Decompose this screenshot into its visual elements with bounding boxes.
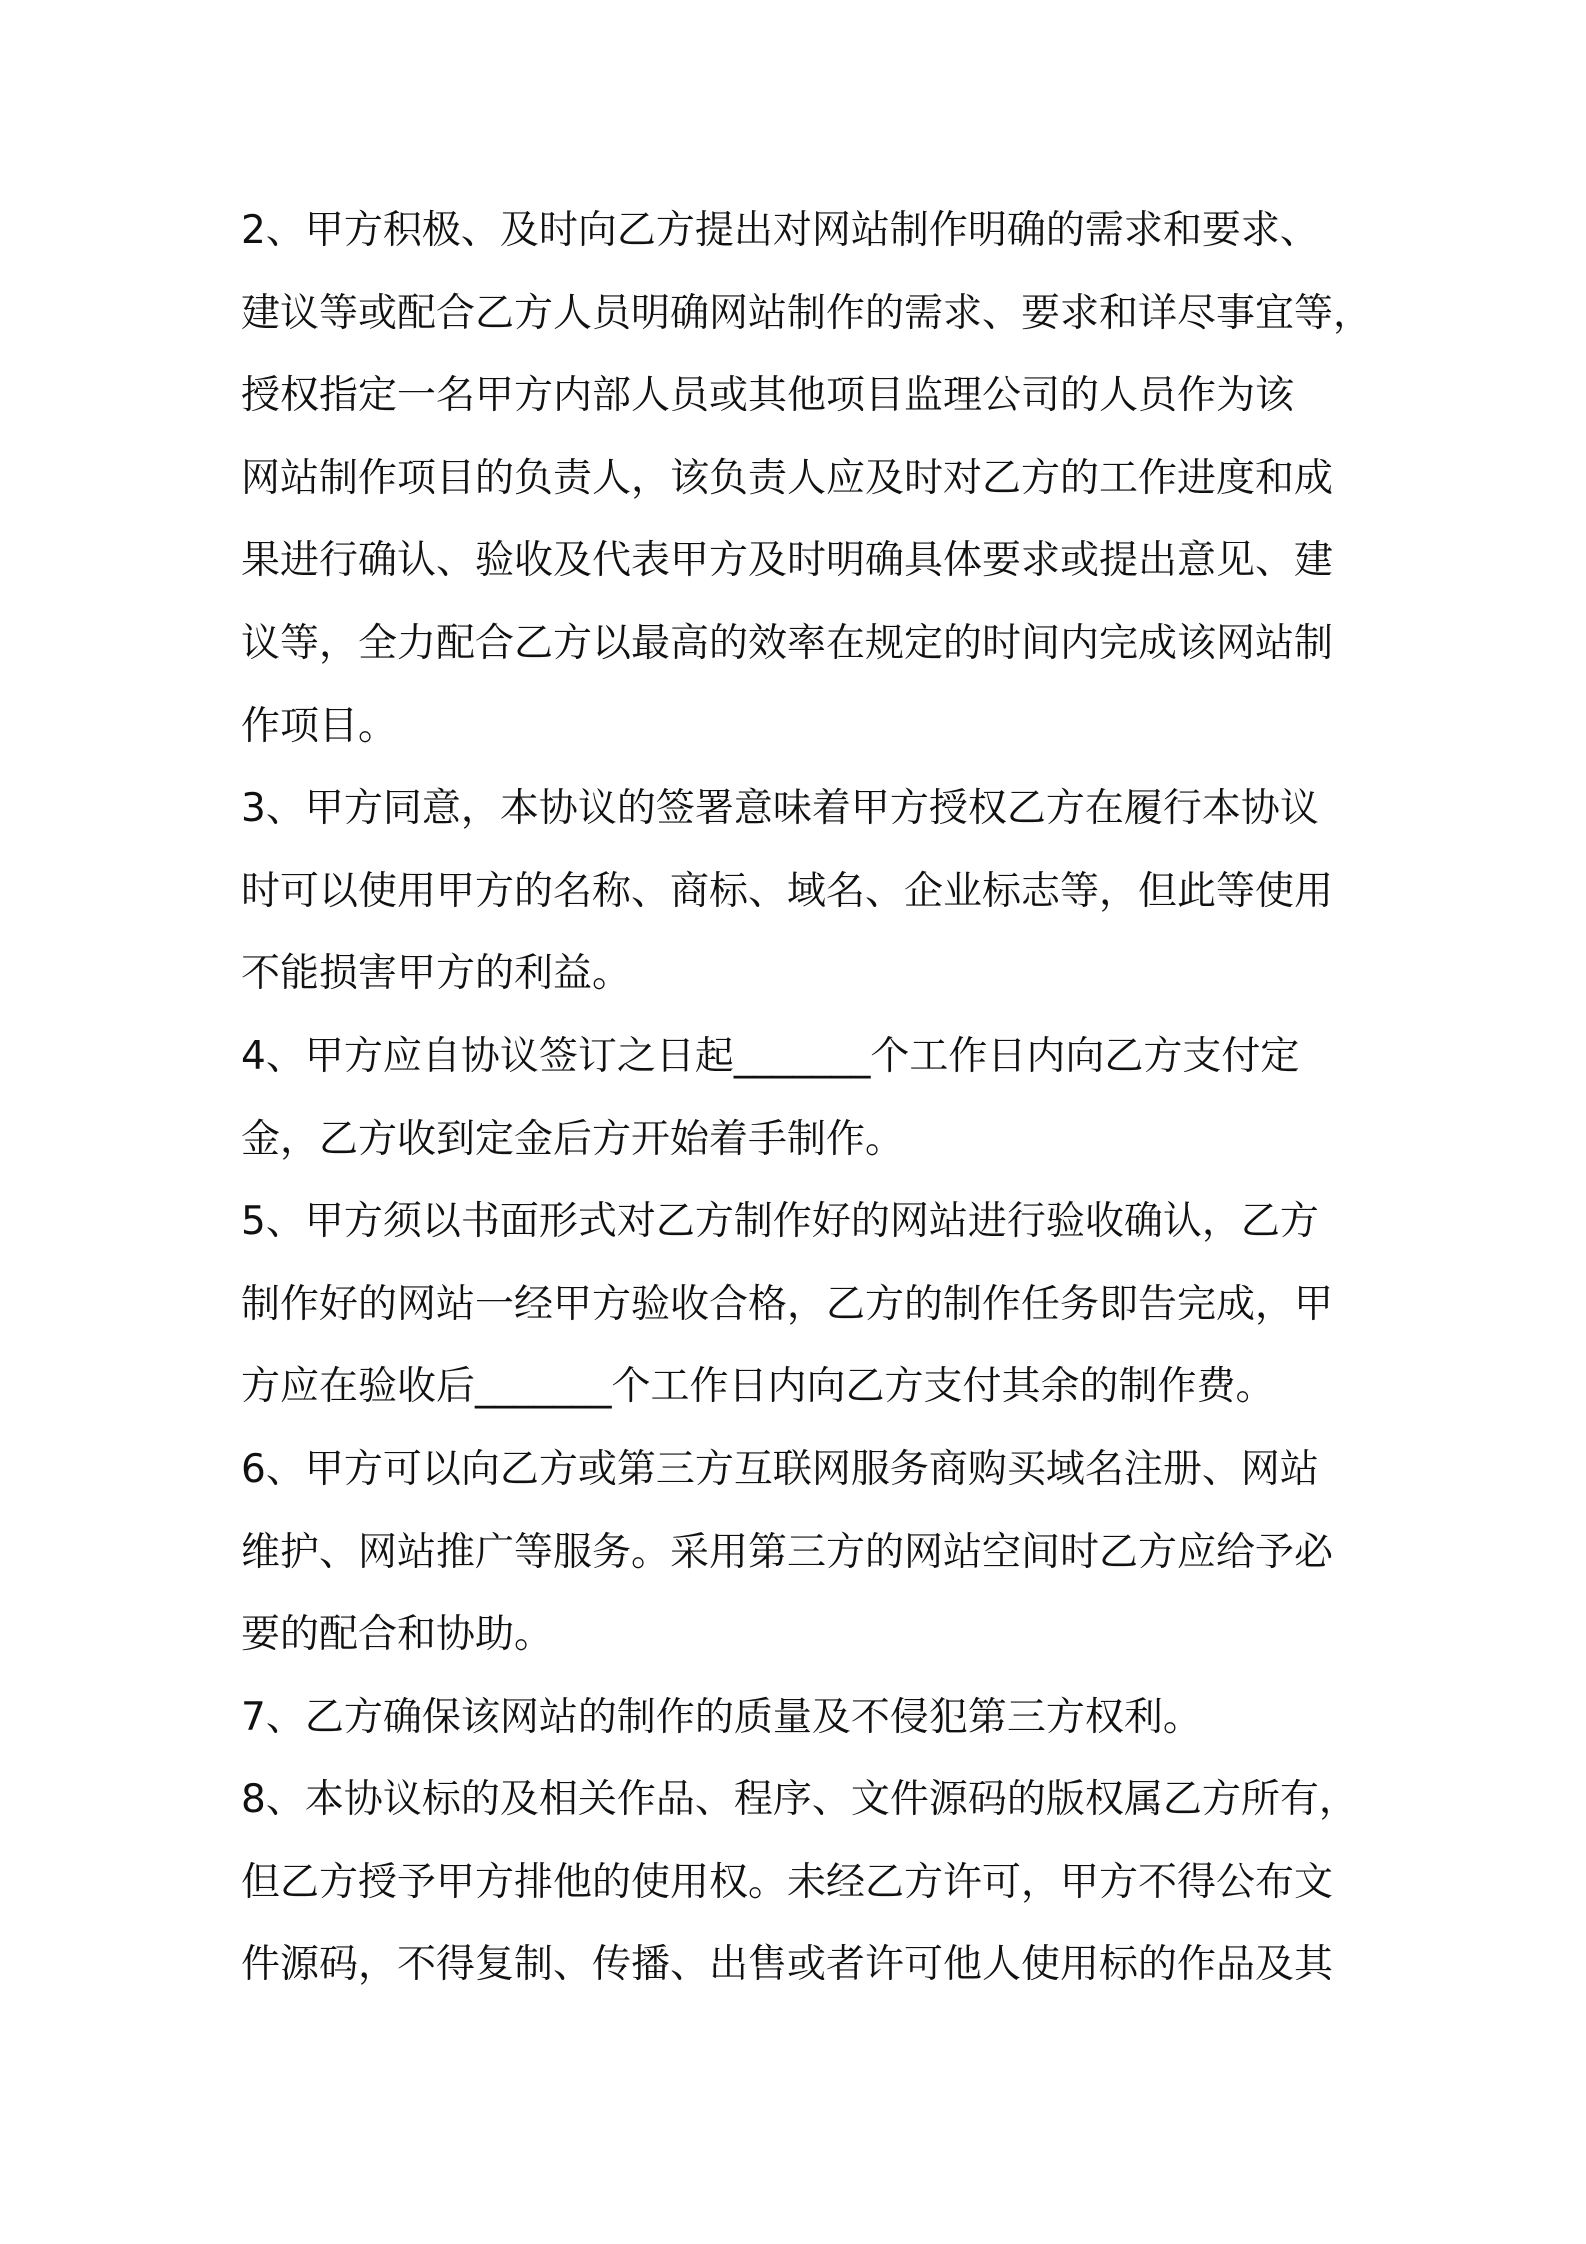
text-line: 作项目。 — [241, 703, 398, 749]
text-line: 制作好的网站一经甲方验收合格，乙方的制作任务即告完成，甲 — [241, 1281, 1334, 1327]
text-line: 维护、网站推广等服务。采用第三方的网站空间时乙方应给予必 — [241, 1529, 1334, 1575]
text-line: 建议等或配合乙方人员明确网站制作的需求、要求和详尽事宜等， — [241, 290, 1373, 336]
text-line: 金，乙方收到定金后方开始着手制作。 — [241, 1116, 905, 1162]
text-line: 4、甲方应自协议签订之日起_______个工作日内向乙方支付定 — [241, 1033, 1300, 1079]
text-line: 8、本协议标的及相关作品、程序、文件源码的版权属乙方所有， — [241, 1777, 1358, 1823]
text-line: 6、甲方可以向乙方或第三方互联网服务商购买域名注册、网站 — [241, 1446, 1319, 1492]
text-line: 7、乙方确保该网站的制作的质量及不侵犯第三方权利。 — [241, 1694, 1202, 1740]
text-line: 5、甲方须以书面形式对乙方制作好的网站进行验收确认，乙方 — [241, 1199, 1319, 1245]
text-line: 件源码，不得复制、传播、出售或者许可他人使用标的作品及其 — [241, 1942, 1334, 1988]
text-line: 时可以使用甲方的名称、商标、域名、企业标志等，但此等使用 — [241, 868, 1334, 914]
contract-clauses — [241, 190, 1373, 2007]
text-line: 议等，全力配合乙方以最高的效率在规定的时间内完成该网站制 — [241, 620, 1334, 666]
text-line: 要的配合和协助。 — [241, 1612, 554, 1658]
text-line: 果进行确认、验收及代表甲方及时明确具体要求或提出意见、建 — [241, 538, 1334, 584]
text-line: 3、甲方同意，本协议的签署意味着甲方授权乙方在履行本协议 — [241, 786, 1319, 832]
text-line: 授权指定一名甲方内部人员或其他项目监理公司的人员作为该 — [241, 373, 1295, 419]
text-line: 网站制作项目的负责人，该负责人应及时对乙方的工作进度和成 — [241, 455, 1334, 501]
text-line: 2、甲方积极、及时向乙方提出对网站制作明确的需求和要求、 — [241, 208, 1319, 253]
text-line: 不能损害甲方的利益。 — [241, 951, 632, 997]
text-line: 方应在验收后_______个工作日内向乙方支付其余的制作费。 — [241, 1364, 1275, 1410]
text-line: 但乙方授予甲方排他的使用权。未经乙方许可，甲方不得公布文 — [241, 1859, 1334, 1905]
